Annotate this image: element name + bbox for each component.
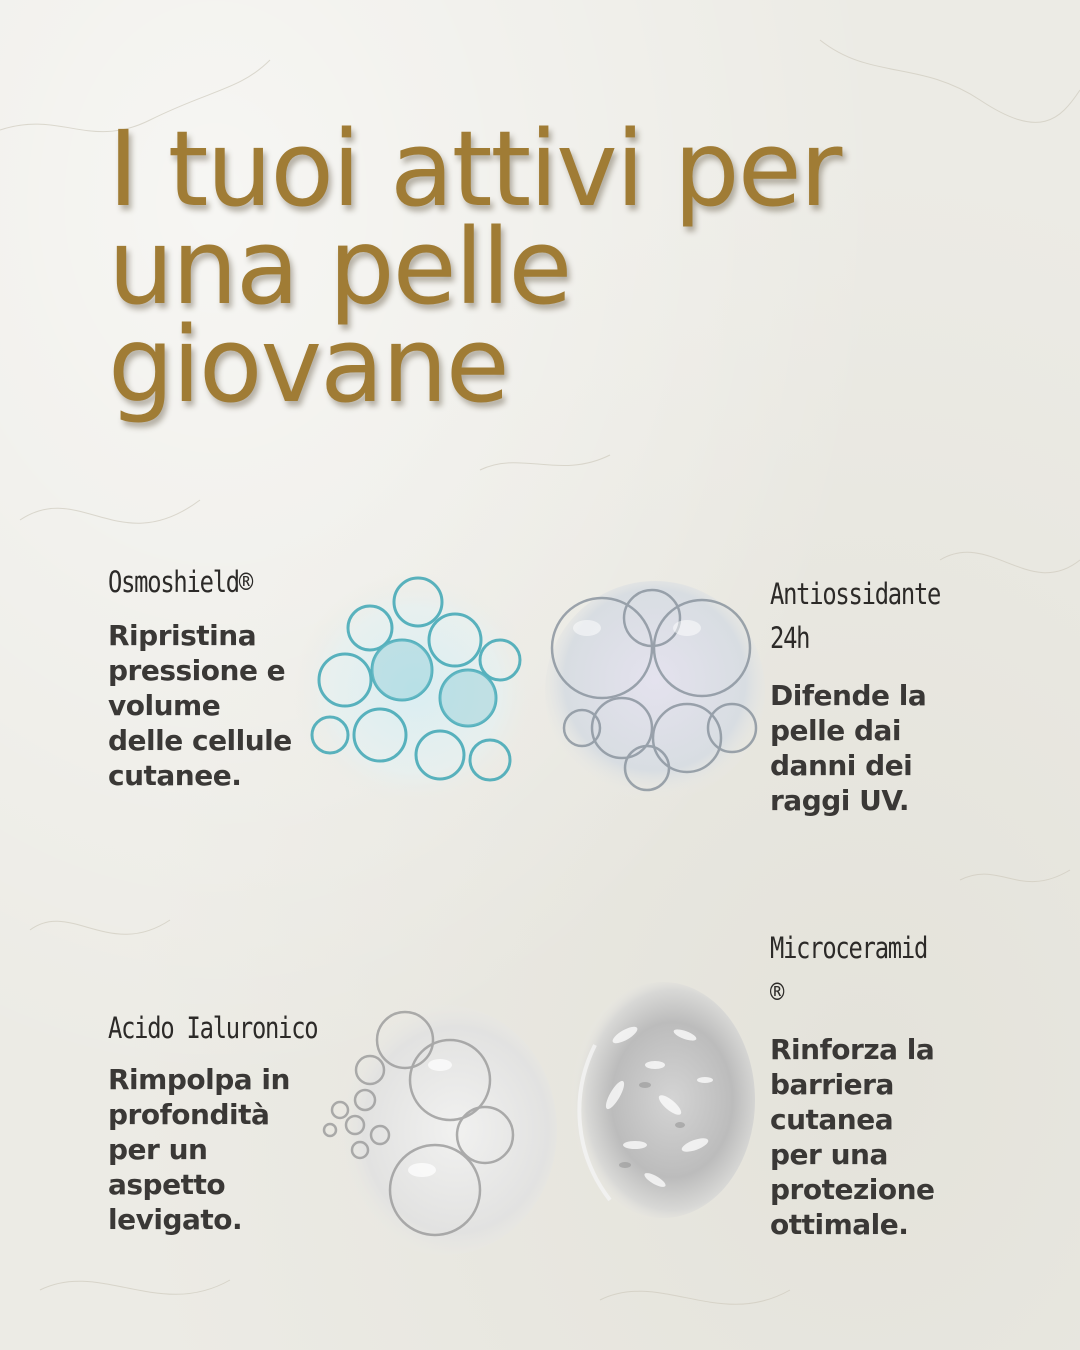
title-line-1: I tuoi attivi per — [108, 108, 841, 230]
active-name-microceramid: Microceramid ® — [770, 931, 928, 1009]
title-line-3: giovane — [108, 304, 508, 426]
active-desc-acido-ialuronico: Rimpolpa in profondità per un aspetto levigato. — [108, 1063, 290, 1236]
textured-droplet-image — [555, 975, 755, 1225]
blue-bubbles-image — [290, 570, 540, 810]
page-title — [108, 108, 1008, 426]
title-line-2: una pelle — [108, 206, 571, 328]
active-desc-osmoshield: Ripristina pressione e volume delle cellule cutanee. — [108, 619, 292, 792]
active-name-acido-ialuronico: Acido Ialuronico — [108, 1011, 318, 1045]
active-name-osmoshield: Osmoshield® — [108, 565, 252, 599]
active-desc-antiossidante: Difende la pelle dai danni dei raggi UV. — [770, 679, 927, 817]
active-desc-microceramid: Rinforza la barriera cutanea per una protezione ottimale. — [770, 1033, 935, 1241]
active-name-antiossidante: Antiossidante 24h — [770, 577, 941, 655]
clear-bubbles-image — [542, 578, 768, 804]
gel-bubbles-image — [310, 1000, 560, 1260]
